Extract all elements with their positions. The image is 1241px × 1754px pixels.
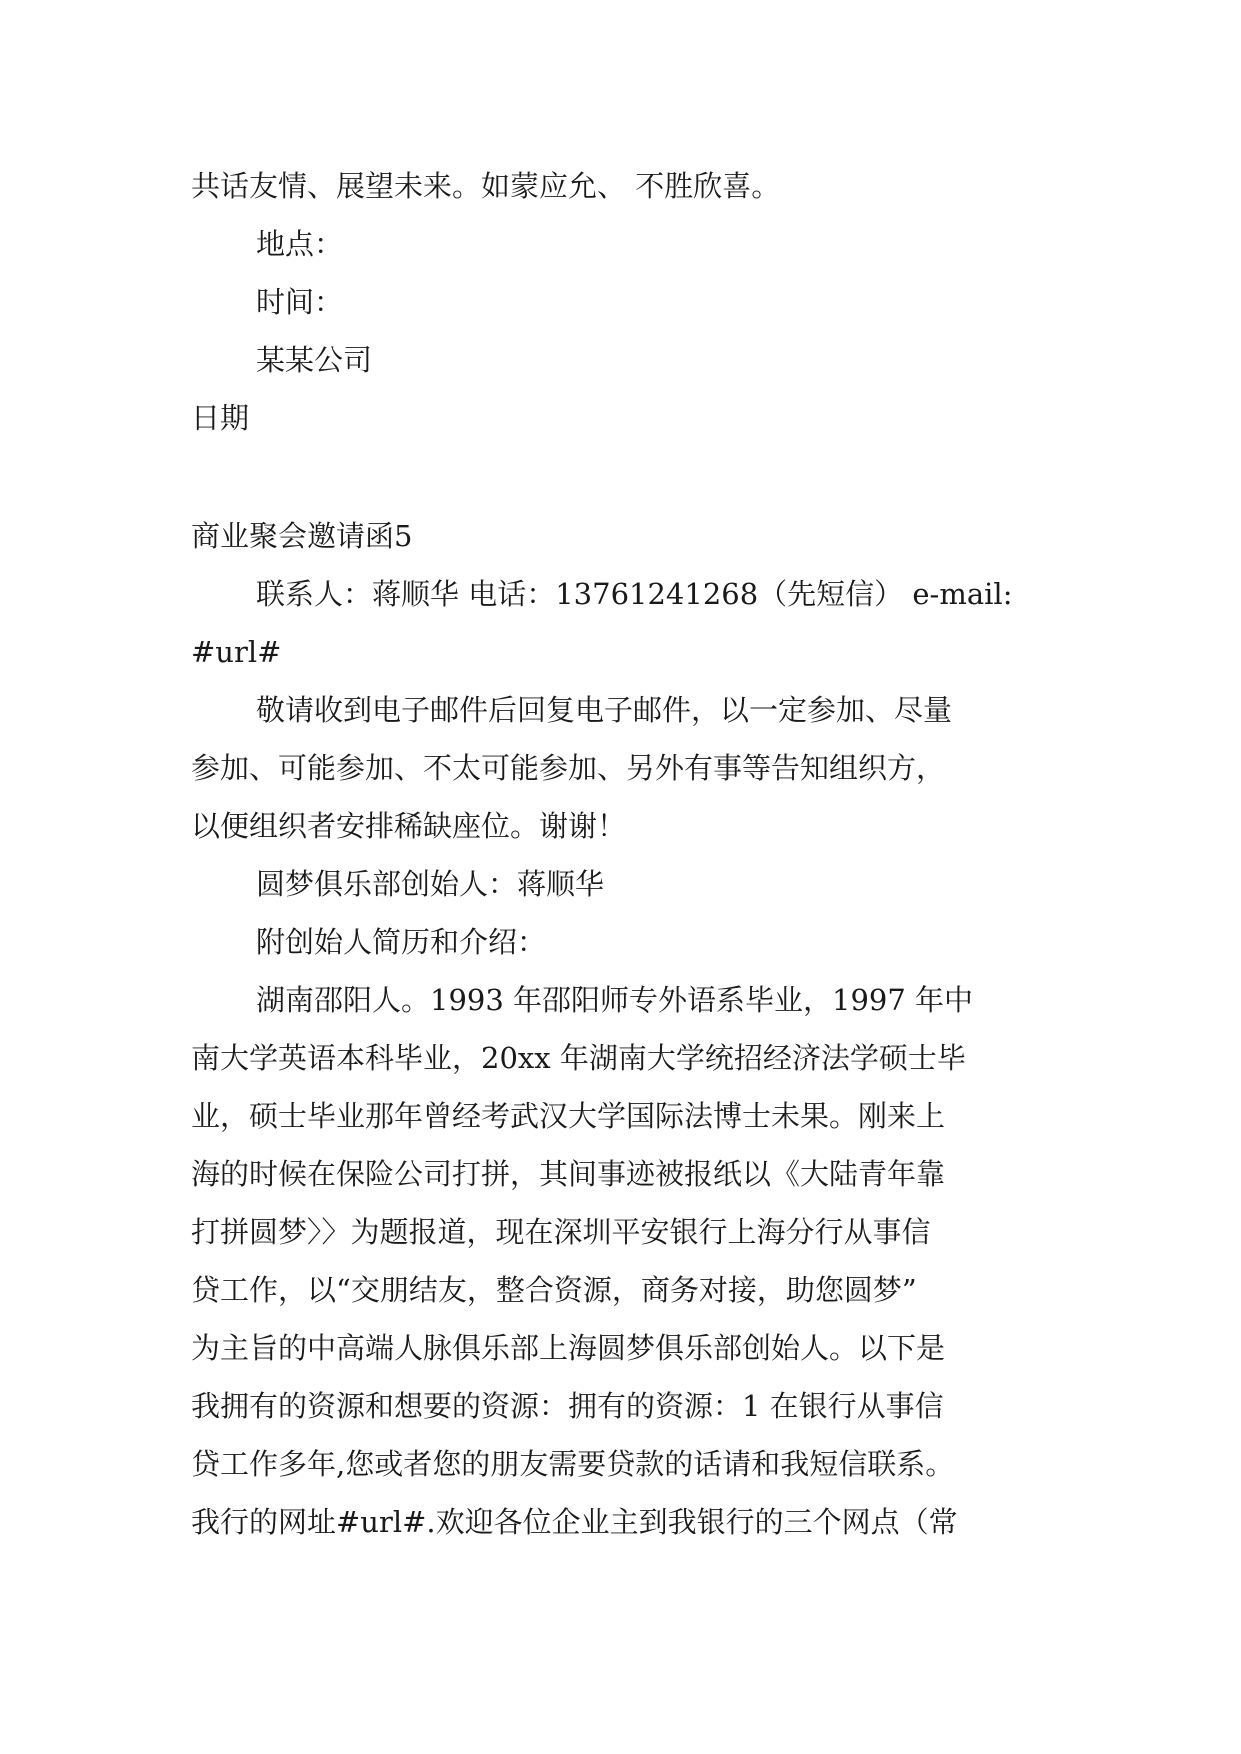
time-label: 时间：: [256, 285, 344, 319]
resume-heading: 附创始人简历和介绍：: [256, 925, 547, 959]
body-text-line: 以便组织者安排稀缺座位。谢谢！: [191, 809, 627, 843]
company-signature: 某某公司: [256, 343, 373, 377]
contact-line: 联系人：蒋顺华 电话：13761241268（先短信） e-mail:: [256, 577, 1013, 611]
date-label: 日期: [191, 401, 250, 435]
location-label: 地点：: [256, 227, 344, 261]
contact-url: #url#: [191, 635, 282, 669]
body-text-line: 湖南邵阳人。1993 年邵阳师专外语系毕业，1997 年中: [256, 983, 974, 1017]
section-title: 商业聚会邀请函5: [191, 519, 413, 553]
body-text-line: 参加、可能参加、不太可能参加、另外有事等告知组织方，: [191, 751, 946, 785]
body-text-line: 贷工作多年,您或者您的朋友需要贷款的话请和我短信联系。: [191, 1447, 955, 1481]
body-text-line: 敬请收到电子邮件后回复电子邮件，以一定参加、尽量: [256, 693, 953, 727]
body-text-line: 贷工作，以“交朋结友，整合资源，商务对接，助您圆梦”: [191, 1273, 917, 1307]
body-text-line: 为主旨的中高端人脉俱乐部上海圆梦俱乐部创始人。以下是: [191, 1331, 946, 1365]
body-text-line: 业，硕士毕业那年曾经考武汉大学国际法博士未果。刚来上: [191, 1099, 946, 1133]
body-text-line: 共话友情、展望未来。如蒙应允、 不胜欣喜。: [191, 169, 781, 203]
body-text-line: 我行的网址#url#.欢迎各位企业主到我银行的三个网点（常: [191, 1505, 958, 1539]
body-text-line: 打拼圆梦〉〉为题报道，现在深圳平安银行上海分行从事信: [191, 1215, 931, 1249]
body-text-line: 我拥有的资源和想要的资源：拥有的资源：1 在银行从事信: [191, 1389, 944, 1423]
founder-line: 圆梦俱乐部创始人：蒋顺华: [256, 867, 605, 901]
body-text-line: 海的时候在保险公司打拼，其间事迹被报纸以《大陆青年靠: [191, 1157, 946, 1191]
body-text-line: 南大学英语本科毕业，20xx 年湖南大学统招经济法学硕士毕: [191, 1041, 966, 1075]
